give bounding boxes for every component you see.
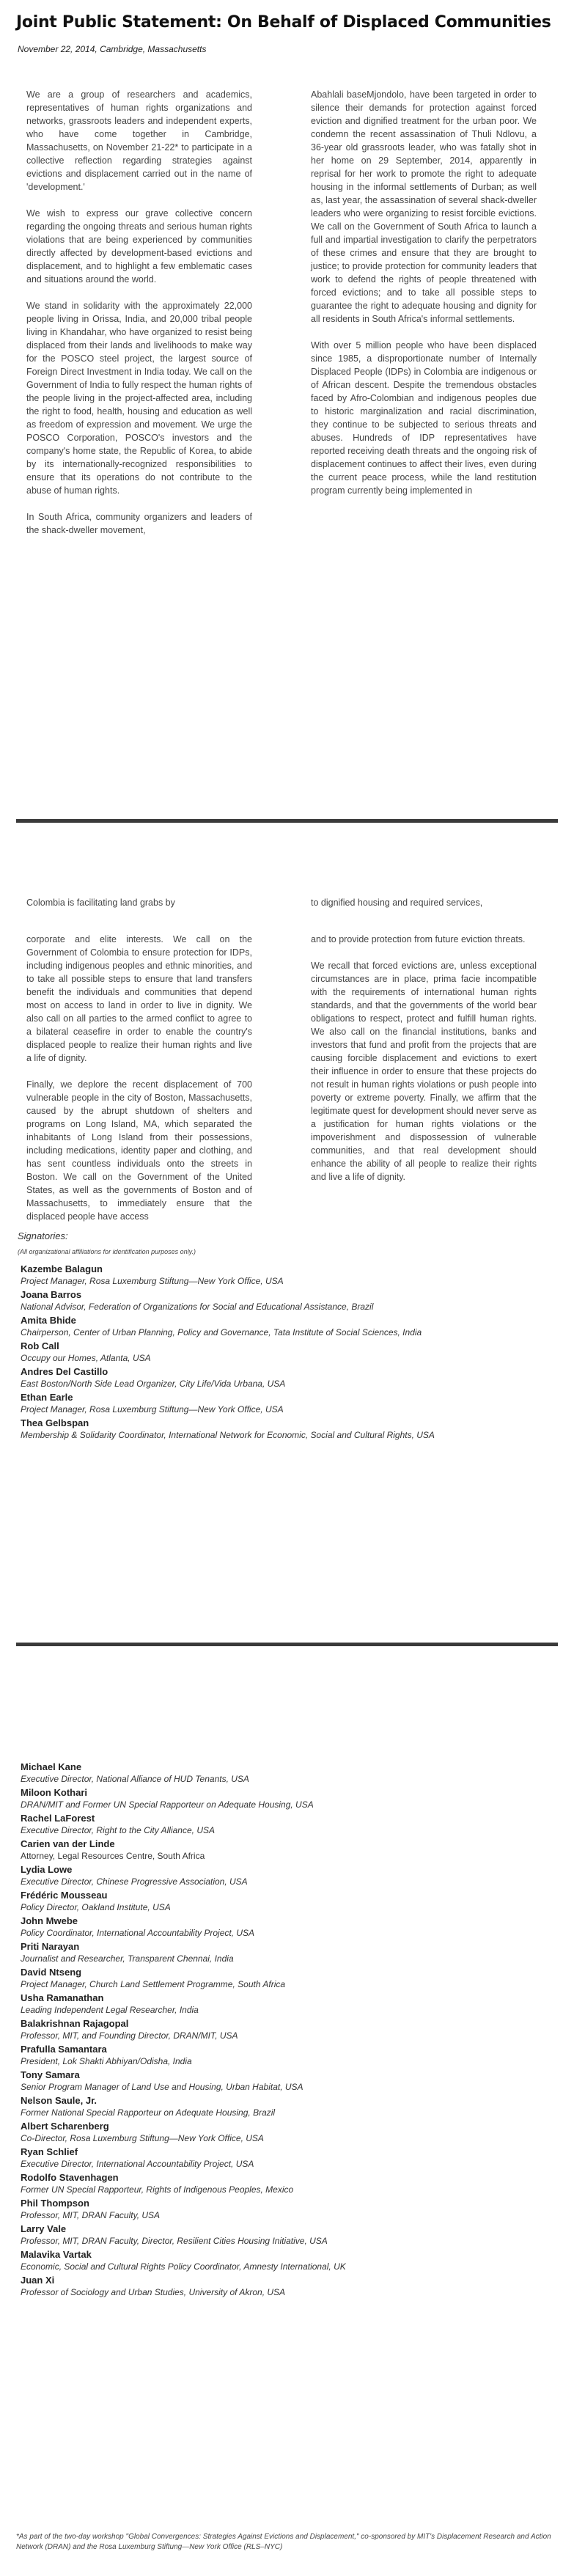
signatory-name: David Ntseng xyxy=(21,1967,82,1978)
signatory-name: Balakrishnan Rajagopal xyxy=(21,2018,129,2029)
signatory xyxy=(21,2248,548,2272)
signatory-name: Miloon Kothari xyxy=(21,1787,87,1798)
signatory-name: Lydia Lowe xyxy=(21,1864,73,1875)
signatory-affiliation: Professor of Sociology and Urban Studies, University of Akron, USA xyxy=(21,2287,286,2297)
signatory-name: Thea Gelbspan xyxy=(21,1417,89,1428)
dateline: November 22, 2014, Cambridge, Massachusetts xyxy=(18,44,207,54)
signatory-name: Malavika Vartak xyxy=(21,2249,92,2260)
signatory-affiliation: Professor, MIT, DRAN Faculty, USA xyxy=(21,2210,161,2220)
paragraph: corporate and elite interests. We call on the Government of Colombia to ensure protection for IDPs, including indigenous peoples and ethnic minorities, and to take all possible steps to ensure that land transfers benefit the individuals and communities that depend most on access to land in order to live in dignity. We also call on all parties to the armed conflict to agree to a bilateral ceasefire in order to enable the country's displaced people to realize their human rights and live a life of dignity. xyxy=(26,934,252,1063)
signatory-affiliation: Executive Director, Right to the City Alliance, USA xyxy=(21,1825,215,1835)
signatory-affiliation: Economic, Social and Cultural Rights Policy Coordinator, Amnesty International, UK xyxy=(21,2261,346,2272)
signatory xyxy=(21,2171,548,2195)
signatory xyxy=(21,1761,548,1785)
paragraph: Abahlali baseMjondolo, have been targeted in order to silence their demands for protection against forced eviction and dignified treatment for the urban poor. We condemn the recent assassination of Thuli Ndlovu, a 36-year old grassroots leader, who was fatally shot in her home on 29 September, 2014, apparently in reprisal for her work to promote the right to adequate housing in the informal settlements of Durban; as well as, last year, the assassination of several shack-dweller leaders who were organizing to resist forcible evictions. We call on the Government of South Africa to launch a full and impartial investigation to clarify the perpetrators of these crimes and ensure that they are brought to justice; to provide protection for community leaders that work to defend the rights of people threatened with forced evictions; and to take all possible steps to guarantee the right to adequate housing and dignity for all residents in South Africa's informal settlements. xyxy=(311,89,537,324)
signatory xyxy=(21,2146,548,2170)
signatory-affiliation: Former National Special Rapporteur on Adequate Housing, Brazil xyxy=(21,2107,276,2118)
signatory xyxy=(21,1863,548,1887)
signatory xyxy=(21,2043,548,2067)
signatory xyxy=(21,2223,548,2247)
paragraph: We recall that forced evictions are, unless exceptional circumstances are in place, prima facie incompatible with the requirements of international human rights standards, and that the governments of the world bear obligations to respect, protect and fulfill human rights. We also call on the financial institutions, banks and investors that fund and profit from the projects that are causing forcible displacement and evictions to exert their influence in order to ensure that these projects do not result in human rights violations or push people into poverty or extreme poverty. Finally, we affirm that the legitimate quest for development should never serve as a justification for human rights violations or the impoverishment and dispossession of vulnerable communities, and that real development should enhance the ability of all people to realize their rights and live a life of dignity. xyxy=(311,961,537,1182)
signatory-affiliation: Professor, MIT, and Founding Director, DRAN/MIT, USA xyxy=(21,2030,238,2041)
signatory xyxy=(21,1966,548,1990)
page2-right-column xyxy=(311,933,537,1184)
signatory-affiliation: Policy Director, Oakland Institute, USA xyxy=(21,1902,171,1912)
signatory xyxy=(21,1992,548,2016)
signatory-name: Joana Barros xyxy=(21,1289,82,1300)
paragraph: We stand in solidarity with the approximately 22,000 people living in Orissa, India, and 20,000 tribal people living in Khandahar, who have organized to resist being displaced from their lands and livelihoods to make way for the POSCO steel project, the largest source of Foreign Direct Investment in India today. We call on the Government of India to fully respect the human rights of the people living in the project-affected area, including the right to food, health, housing and education as well as freedom of expression and movement. We urge the POSCO Corporation, POSCO's investors and the company's home state, the Republic of Korea, to abide by its internationally-recognized responsibilities to ensure that its operations do not contribute to the abuse of human rights. xyxy=(26,301,252,496)
signatory xyxy=(21,1417,548,1441)
page2-right-continued-line xyxy=(311,896,537,908)
signatory-name: Juan Xi xyxy=(21,2275,55,2286)
signatories-list-continued xyxy=(21,1761,548,2300)
signatory xyxy=(21,1915,548,1939)
signatory-affiliation: Project Manager, Rosa Luxemburg Stiftung—New York Office, USA xyxy=(21,1404,284,1414)
signatory-affiliation: Co-Director, Rosa Luxemburg Stiftung—New York Office, USA xyxy=(21,2133,264,2143)
signatory-affiliation: Executive Director, Chinese Progressive Association, USA xyxy=(21,1876,248,1887)
signatory xyxy=(21,2120,548,2144)
signatory-name: Carien van der Linde xyxy=(21,1838,115,1849)
signatory-affiliation: Membership & Solidarity Coordinator, International Network for Economic, Social and Cultural Rights, USA xyxy=(21,1430,435,1440)
signatory-affiliation: National Advisor, Federation of Organizations for Social and Educational Assistance, Brazil xyxy=(21,1302,374,1312)
signatory xyxy=(21,2069,548,2093)
paragraph: We are a group of researchers and academics, representatives of human rights organizations and networks, grassroots leaders and independent experts, who have come together in Cambridge, Massachusetts, on November 21-22* to participate in a collective reflection regarding strategies against evictions and displacement carried out in the name of 'development.' xyxy=(26,89,252,192)
signatories-list xyxy=(21,1263,548,1442)
signatory-affiliation: Leading Independent Legal Researcher, India xyxy=(21,2005,199,2015)
paragraph: With over 5 million people who have been displaced since 1985, a disproportionate number of Internally Displaced People (IDPs) in Colombia are indigenous or of African descent. Despite the tremendous obstacles faced by Afro-Colombian and indigenous peoples due to historic marginalization and racial discrimination, they continue to be subjected to serious threats and abuses. Hundreds of IDP representatives have reported receiving death threats and the ongoing risk of displacement continues to affect their lives, even during the current peace process, while the land restitution program currently being implemented in xyxy=(311,340,537,496)
signatory-affiliation: Chairperson, Center of Urban Planning, Policy and Governance, Tata Institute of Social Sciences, India xyxy=(21,1327,422,1337)
signatories-note: (All organizational affiliations for identification purposes only.) xyxy=(18,1248,196,1255)
signatory-affiliation: Professor, MIT, DRAN Faculty, Director, Resilient Cities Housing Initiative, USA xyxy=(21,2236,328,2246)
signatory-name: Prafulla Samantara xyxy=(21,2044,107,2055)
signatory xyxy=(21,1812,548,1836)
signatory-name: Andres Del Castillo xyxy=(21,1366,108,1377)
signatory xyxy=(21,1940,548,1964)
signatory xyxy=(21,1288,548,1313)
signatory xyxy=(21,1786,548,1810)
signatory-name: Albert Scharenberg xyxy=(21,2121,109,2132)
signatory-affiliation: Policy Coordinator, International Accountability Project, USA xyxy=(21,1928,255,1938)
signatory-affiliation: Senior Program Manager of Land Use and Housing, Urban Habitat, USA xyxy=(21,2082,303,2092)
signatory xyxy=(21,1263,548,1287)
page2-left-column xyxy=(26,933,252,1223)
page1-right-column xyxy=(311,88,537,497)
signatory xyxy=(21,2274,548,2298)
signatory xyxy=(21,2094,548,2118)
signatory-affiliation: Project Manager, Rosa Luxemburg Stiftung—New York Office, USA xyxy=(21,1276,284,1286)
signatory-affiliation: Executive Director, International Accountability Project, USA xyxy=(21,2159,254,2169)
signatory-name: Rob Call xyxy=(21,1340,59,1351)
signatory xyxy=(21,1889,548,1913)
signatory xyxy=(21,1391,548,1415)
signatory-affiliation: DRAN/MIT and Former UN Special Rapporteur on Adequate Housing, USA xyxy=(21,1799,314,1810)
signatory-name: Rodolfo Stavenhagen xyxy=(21,2172,119,2183)
paragraph-fragment: Colombia is facilitating land grabs by xyxy=(26,898,175,908)
signatory-affiliation: Attorney, Legal Resources Centre, South Africa xyxy=(21,1851,205,1861)
signatory-name: John Mwebe xyxy=(21,1915,78,1926)
signatory xyxy=(21,2197,548,2221)
signatory xyxy=(21,2017,548,2041)
paragraph: In South Africa, community organizers and leaders of the shack-dweller movement, xyxy=(26,512,252,535)
signatory-affiliation: Former UN Special Rapporteur, Rights of Indigenous Peoples, Mexico xyxy=(21,2184,294,2195)
paragraph-fragment: to dignified housing and required services, xyxy=(311,898,483,908)
signatory xyxy=(21,1838,548,1862)
paragraph: We wish to express our grave collective concern regarding the ongoing threats and serious human rights violations that are being experienced by communities directly affected by development-based evictions and displacement, and to highlight a few emblematic cases and situations around the world. xyxy=(26,208,252,285)
signatory-name: Amita Bhide xyxy=(21,1315,76,1326)
signatory-name: Usha Ramanathan xyxy=(21,1992,104,2003)
document-title: Joint Public Statement: On Behalf of Displaced Communities xyxy=(16,13,551,32)
signatory xyxy=(21,1314,548,1338)
signatory-name: Ethan Earle xyxy=(21,1392,73,1403)
signatory-name: Ryan Schlief xyxy=(21,2146,78,2157)
signatory-affiliation: Occupy our Homes, Atlanta, USA xyxy=(21,1353,151,1363)
page-3 xyxy=(0,1646,574,2576)
page-1 xyxy=(0,0,574,821)
signatory-name: Kazembe Balagun xyxy=(21,1263,103,1274)
signatory-name: Larry Vale xyxy=(21,2223,67,2234)
paragraph: Finally, we deplore the recent displacement of 700 vulnerable people in the city of Boston, Massachusetts, caused by the abrupt shutdown of shelters and programs on Long Island, MA, which separated the inhabitants of Long Island from their possessions, including medications, identity paper and clothing, and has sent countless individuals onto the streets in Boston. We call on the Government of the United States, as well as the governments of Boston and of Massachusetts, to immediately ensure that the displaced people have access xyxy=(26,1079,252,1222)
signatory-name: Nelson Saule, Jr. xyxy=(21,2095,97,2106)
footnote: *As part of the two-day workshop "Global Convergences: Strategies Against Evictions and Displacement," co-sponsored by MIT's Displacement Research and Action Network (DRAN) and the Rosa Luxemburg Stiftung—New York Office (RLS–NYC) xyxy=(16,2533,551,2551)
signatory-affiliation: President, Lok Shakti Abhiyan/Odisha, India xyxy=(21,2056,192,2066)
signatory-affiliation: Journalist and Researcher, Transparent Chennai, India xyxy=(21,1953,234,1964)
paragraph: and to provide protection from future eviction threats. xyxy=(311,934,526,944)
page2-left-continued-line xyxy=(26,896,252,908)
signatory-name: Rachel LaForest xyxy=(21,1813,95,1824)
signatory-name: Tony Samara xyxy=(21,2069,80,2080)
signatory-affiliation: Executive Director, National Alliance of HUD Tenants, USA xyxy=(21,1774,249,1784)
signatory-name: Michael Kane xyxy=(21,1761,82,1772)
signatories-heading: Signatories: xyxy=(18,1230,68,1241)
signatory xyxy=(21,1365,548,1390)
page-2 xyxy=(0,823,574,1643)
page1-left-column xyxy=(26,88,252,537)
signatory-affiliation: Project Manager, Church Land Settlement Programme, South Africa xyxy=(21,1979,286,1989)
signatory-name: Priti Narayan xyxy=(21,1941,80,1952)
signatory-name: Phil Thompson xyxy=(21,2198,89,2209)
signatory-name: Frédéric Mousseau xyxy=(21,1890,108,1901)
signatory xyxy=(21,1340,548,1364)
signatory-affiliation: East Boston/North Side Lead Organizer, City Life/Vida Urbana, USA xyxy=(21,1379,286,1389)
